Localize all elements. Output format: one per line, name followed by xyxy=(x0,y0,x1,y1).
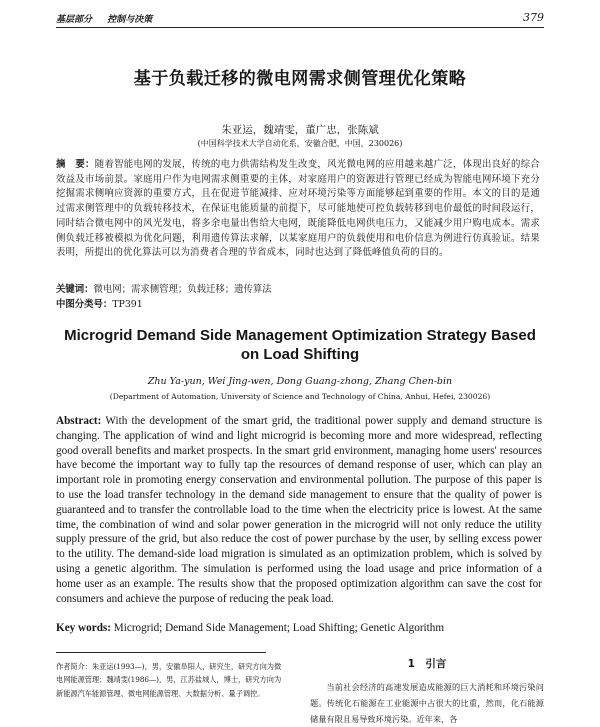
english-keywords-text: Microgrid; Demand Side Management; Load Shifting; Genetic Algorithm xyxy=(113,622,445,634)
chinese-classification-text: TP391 xyxy=(112,299,143,310)
chinese-title: 基于负载迁移的微电网需求侧管理优化策略 xyxy=(133,69,467,89)
footnote-divider xyxy=(56,652,266,653)
chinese-keywords-text: 微电网；需求侧管理；负载迁移；遗传算法 xyxy=(93,284,272,295)
section-heading-introduction: 1 引言 xyxy=(407,658,447,670)
english-keywords-label: Key words: xyxy=(56,622,111,634)
english-affiliation: (Department of Automation, University of Science and Technology of China, Anhui, Hefei, 230026) xyxy=(109,392,491,401)
header-section-label: 基层部分 控制与决策 xyxy=(56,15,153,25)
footnote-line-1: 作者简介：朱亚运(1993—)，男，安徽阜阳人，研究生，研究方向为微 xyxy=(56,662,282,671)
english-abstract xyxy=(56,414,542,606)
chinese-keywords xyxy=(56,281,544,295)
footnote-line-3: 新能源汽车能源管理、微电网能源管理、大数据分析、量子调控。 xyxy=(56,688,265,698)
chinese-abstract-text: 随着智能电网的发展，传统的电力供需结构发生改变，风光微电网的应用越来越广泛，体现出良好的综合效益及市场前景。家庭用户作为电网需求侧重要的主体，对家庭用户的资源进行管理已经成为智能电网环境下充分挖掘需求侧响应资源的重要方式，且在促进节能减排、应对环境污染等方面能够起到重要的作用。本文的目的是通过需求侧管理中的负载转移技术，在保证电能质量的前提下，尽可能地使可控负载转移到电价最低的时间段运行，同时结合微电网中的风光发电，将多余电量出售给大电网，既能降低电网供电压力，又能减少用户购电成本。需求侧负载迁移被模拟为优化问题，利用遗传算法求解，以某家庭用户的负载使用和电价信息为例进行仿真验证。结果表明，所提出的优化算法可以为消费者合理的节省成本，同时也达到了降低峰值负荷的目的。 xyxy=(56,159,540,259)
chinese-keywords-label: 关键词： xyxy=(56,284,94,295)
english-abstract-text: With the development of the smart grid, the traditional power supply and demand structure is changing. The application of wind and light microgrid is becoming more and more widespread, reflecting good overall benefits and market prospects. In the smart grid environment, managing home users' resources have become the important way to fully tap the resources of demand response of user, which can play an important role in promoting energy conservation and environmental pollution. The purpose of this paper is to use the load transfer technology in the demand side management to ensure that the quality of power is guaranteed and to transfer the controllable load to the time when the electricity price is lowest. At the same time, the combination of wind and solar power generation in the microgrid will not only reduce the utility supply pressure of the grid, but also reduce the cost of power purchase by the user, by selling excess power to the utility. The demand-side load migration is simulated as an optimization problem, which is solved by using a genetic algorithm. The simulation is performed using the load usage and price information of a home user as an example. The results show that the proposed optimization algorithm can save the cost for consumers and achieve the purpose of reducing the peak load. xyxy=(56,415,542,605)
chinese-affiliation: (中国科学技术大学自动化系，安徽合肥，中国，230026) xyxy=(197,139,403,148)
english-title xyxy=(56,326,544,364)
english-title-line-1: Microgrid Demand Side Management Optimization Strategy Based xyxy=(64,327,536,344)
page-number: 379 xyxy=(523,11,544,24)
chinese-abstract-label: 摘 要： xyxy=(56,159,95,170)
english-keywords xyxy=(56,622,544,634)
english-authors: Zhu Ya-yun, Wei Jing-wen, Dong Guang-zhong, Zhang Chen-bin xyxy=(147,376,453,387)
chinese-authors: 朱亚运，魏靖雯，董广忠，张陈斌 xyxy=(221,124,379,136)
header-divider xyxy=(56,27,544,28)
english-abstract-label: Abstract: xyxy=(56,415,102,427)
author-footnote xyxy=(56,660,284,700)
section-body-text: 当前社会经济的高速发展造成能源的巨大消耗和环境污染问题。传统化石能源在工业能源中占很大的比重，然而，化石能源储量有限且易导致环境污染。近年来，各 xyxy=(310,682,544,724)
chinese-classification xyxy=(56,296,544,310)
chinese-classification-label: 中图分类号： xyxy=(56,299,113,310)
chinese-abstract xyxy=(56,158,540,261)
english-title-line-2: on Load Shifting xyxy=(240,346,360,363)
running-header xyxy=(56,12,544,26)
footnote-line-2: 电网能源管理；魏靖雯(1986—)，男，江苏盐城人，博士，研究方向为 xyxy=(56,675,282,685)
